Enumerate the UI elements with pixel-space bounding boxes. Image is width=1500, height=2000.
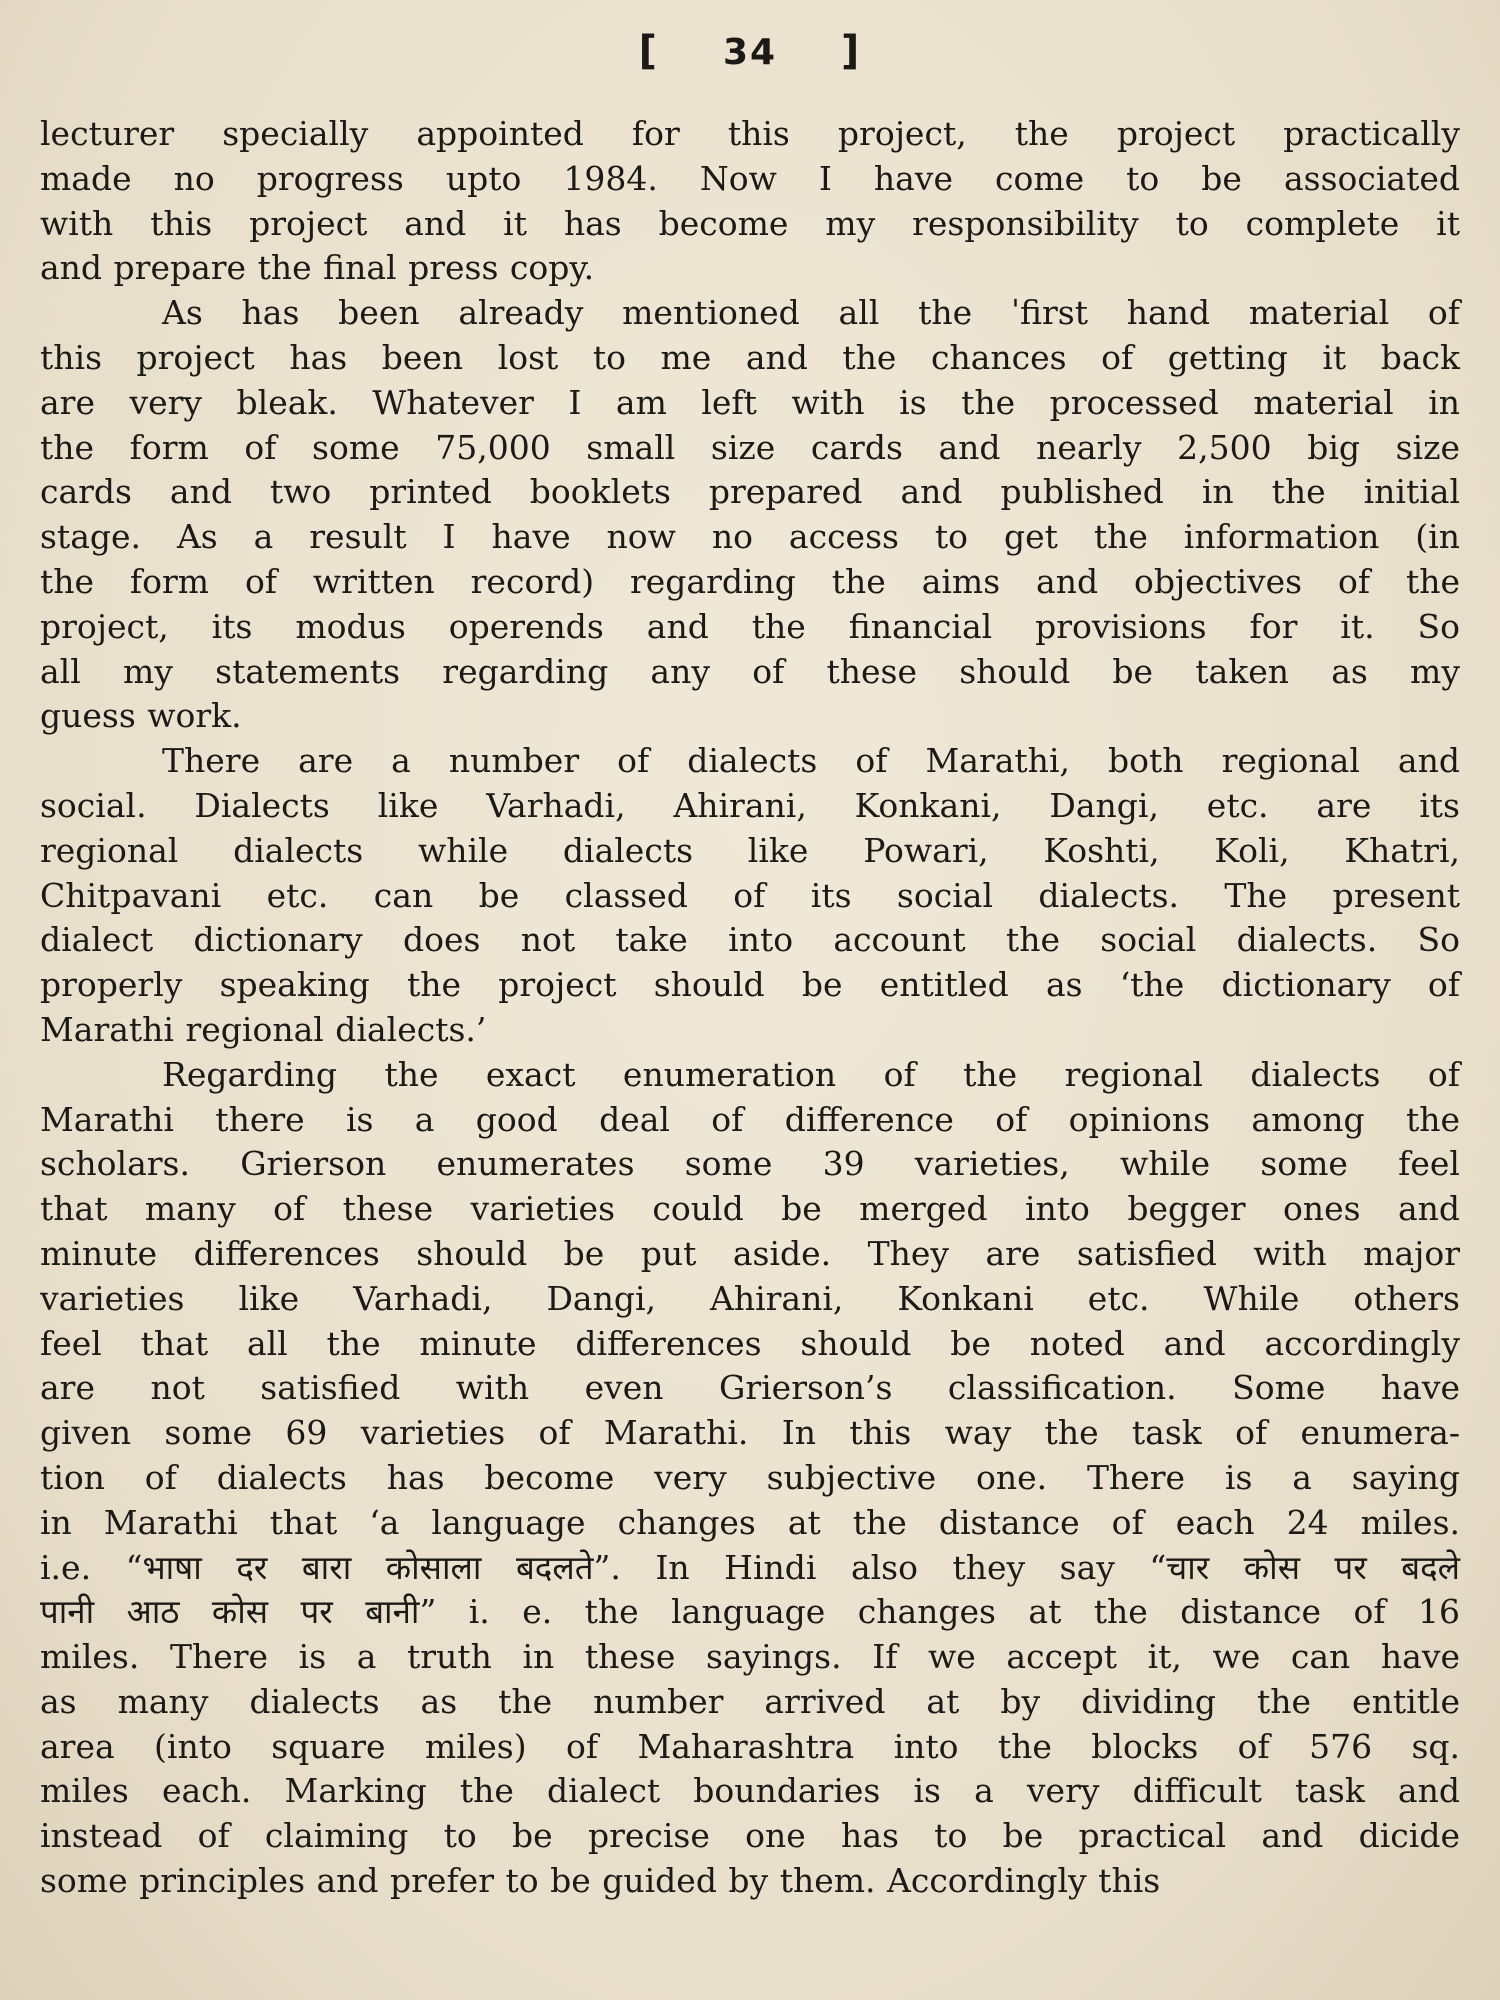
- text-line: cards and two printed booklets prepared and published in the initial: [40, 472, 1460, 512]
- body-text: [40, 112, 1460, 1904]
- text-line: social. Dialects like Varhadi, Ahirani, Konkani, Dangi, etc. are its: [40, 785, 1460, 825]
- text-line: guess work.: [40, 696, 242, 736]
- text-line: scholars. Grierson enumerates some 39 varieties, while some feel: [40, 1144, 1460, 1184]
- text-line: made no progress upto 1984. Now I have come to be associated: [40, 158, 1460, 198]
- text-line: Chitpavani etc. can be classed of its social dialects. The present: [40, 875, 1460, 915]
- text-line: are not satisfied with even Grierson’s classification. Some have: [40, 1368, 1460, 1408]
- text-line: and prepare the final press copy.: [40, 248, 595, 288]
- text-line: miles each. Marking the dialect boundaries is a very difficult task and: [40, 1771, 1460, 1811]
- text-line: with this project and it has become my responsibility to complete it: [40, 203, 1460, 243]
- paragraph: [40, 291, 1460, 739]
- text-line: Marathi regional dialects.’: [40, 1009, 487, 1049]
- page-number-value: 34: [722, 32, 778, 73]
- text-line: minute differences should be put aside. They are satisfied with major: [40, 1233, 1460, 1273]
- page-number-bracket-left: [: [638, 28, 659, 74]
- text-line: the form of written record) regarding the aims and objectives of the: [40, 561, 1460, 601]
- text-line: पानी आठ कोस पर बानी” i. e. the language changes at the distance of 16: [40, 1592, 1460, 1632]
- text-line: As has been already mentioned all the ˈfirst hand material of: [162, 293, 1460, 333]
- paragraph: [40, 1053, 1460, 1904]
- text-line: miles. There is a truth in these sayings. If we accept it, we can have: [40, 1637, 1460, 1677]
- text-line: as many dialects as the number arrived at by dividing the entitle: [40, 1681, 1460, 1721]
- text-line: varieties like Varhadi, Dangi, Ahirani, Konkani etc. While others: [40, 1278, 1460, 1318]
- text-line: instead of claiming to be precise one has to be practical and dicide: [40, 1816, 1460, 1856]
- text-line: Marathi there is a good deal of difference of opinions among the: [40, 1099, 1460, 1139]
- text-line: the form of some 75,000 small size cards and nearly 2,500 big size: [40, 427, 1460, 467]
- text-line: all my statements regarding any of these should be taken as my: [40, 651, 1460, 691]
- text-line: some principles and prefer to be guided by them. Accordingly this: [40, 1861, 1161, 1901]
- paragraph: [40, 739, 1460, 1053]
- page-number: [0, 28, 1500, 74]
- text-line: i.e. “भाषा दर बारा कोसाला बदलते”. In Hindi also they say “चार कोस पर बदले: [40, 1547, 1460, 1587]
- paragraph: [40, 112, 1460, 291]
- text-line: area (into square miles) of Maharashtra into the blocks of 576 sq.: [40, 1726, 1460, 1766]
- text-line: in Marathi that ‘a language changes at the distance of each 24 miles.: [40, 1502, 1460, 1542]
- text-line: regional dialects while dialects like Powari, Koshti, Koli, Khatri,: [40, 830, 1460, 870]
- text-line: that many of these varieties could be merged into begger ones and: [40, 1189, 1460, 1229]
- text-line: dialect dictionary does not take into account the social dialects. So: [40, 920, 1460, 960]
- text-line: Regarding the exact enumeration of the regional dialects of: [162, 1054, 1460, 1094]
- text-line: lecturer specially appointed for this project, the project practically: [40, 114, 1460, 153]
- text-line: given some 69 varieties of Marathi. In this way the task of enumera-: [40, 1413, 1460, 1453]
- text-line: properly speaking the project should be entitled as ‘the dictionary of: [40, 965, 1460, 1005]
- page-number-bracket-right: ]: [841, 28, 862, 74]
- text-line: project, its modus operends and the financial provisions for it. So: [40, 606, 1460, 646]
- text-line: are very bleak. Whatever I am left with is the processed material in: [40, 382, 1460, 422]
- text-line: feel that all the minute differences should be noted and accordingly: [40, 1323, 1460, 1363]
- text-line: this project has been lost to me and the chances of getting it back: [40, 337, 1460, 377]
- text-line: There are a number of dialects of Marathi, both regional and: [162, 741, 1460, 781]
- text-line: tion of dialects has become very subjective one. There is a saying: [40, 1457, 1460, 1497]
- text-line: stage. As a result I have now no access to get the information (in: [40, 517, 1460, 557]
